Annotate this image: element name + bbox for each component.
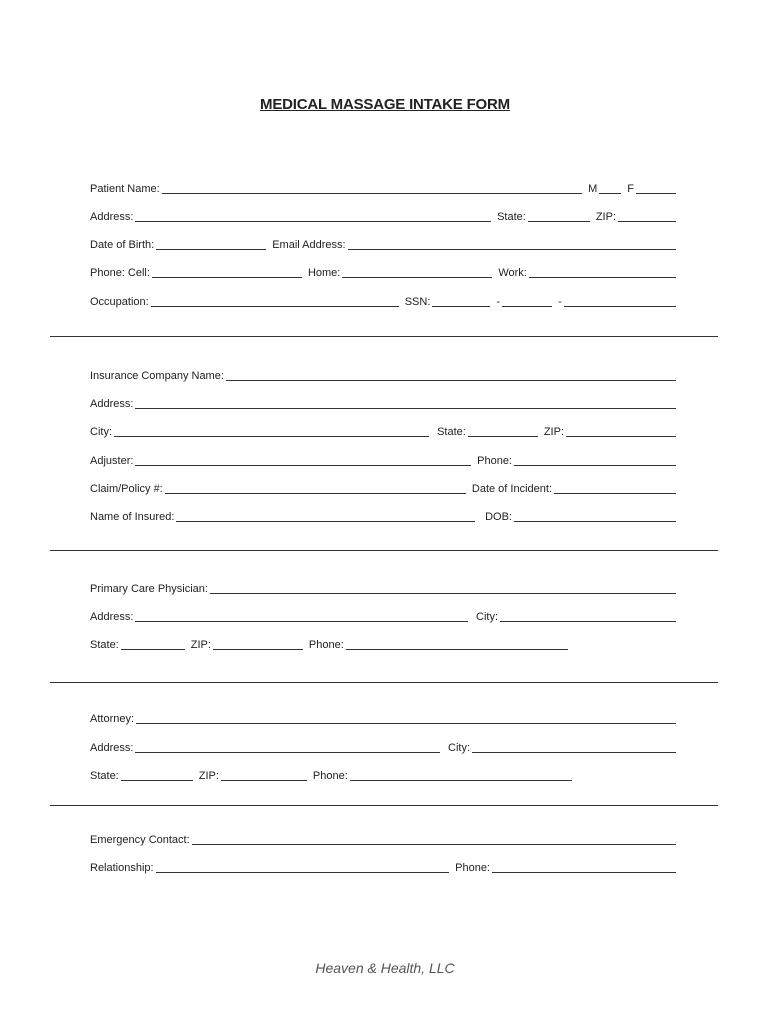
physician-address-row — [90, 608, 676, 624]
physician-zip-field[interactable] — [213, 637, 303, 650]
physician-state-field[interactable] — [121, 637, 185, 650]
attorney-address-label: Address: — [90, 742, 134, 754]
physician-name-field[interactable] — [210, 581, 676, 594]
patient-home-field[interactable] — [342, 265, 492, 278]
patient-name-row — [90, 180, 676, 196]
insurance-dob-label: DOB: — [485, 511, 512, 523]
physician-phone-field[interactable] — [346, 637, 568, 650]
insurance-phone-label: Phone: — [477, 455, 512, 467]
patient-name-field[interactable] — [162, 181, 582, 194]
ssn-dash-1: - — [496, 296, 501, 308]
emergency-relationship-field[interactable] — [156, 860, 450, 873]
physician-zip-label: ZIP: — [190, 639, 211, 651]
insurance-zip-field[interactable] — [566, 424, 676, 437]
attorney-state-field[interactable] — [121, 768, 193, 781]
patient-occupation-row — [90, 293, 676, 309]
patient-address-row — [90, 208, 676, 224]
insurance-adjuster-label: Adjuster: — [90, 455, 134, 467]
patient-occupation-label: Occupation: — [90, 296, 149, 308]
female-field[interactable] — [636, 181, 676, 194]
patient-phone-row — [90, 264, 676, 280]
patient-state-field[interactable] — [528, 209, 590, 222]
patient-ssn-label: SSN: — [404, 296, 431, 308]
ssn-part1-field[interactable] — [432, 294, 490, 307]
patient-state-label: State: — [497, 211, 526, 223]
emergency-contact-label: Emergency Contact: — [90, 834, 190, 846]
insurance-address-label: Address: — [90, 398, 134, 410]
patient-home-label: Home: — [307, 267, 341, 279]
insurance-claim-label: Claim/Policy #: — [90, 483, 163, 495]
insurance-state-label: State: — [437, 426, 466, 438]
insurance-address-row — [90, 395, 676, 411]
emergency-phone-label: Phone: — [455, 862, 490, 874]
patient-cell-field[interactable] — [152, 265, 302, 278]
patient-work-field[interactable] — [529, 265, 676, 278]
attorney-address-row — [90, 739, 676, 755]
form-title: MEDICAL MASSAGE INTAKE FORM — [260, 96, 510, 113]
insurance-zip-label: ZIP: — [543, 426, 564, 438]
insurance-incident-label: Date of Incident: — [471, 483, 552, 495]
insurance-company-row — [90, 367, 676, 383]
insurance-company-label: Insurance Company Name: — [90, 370, 224, 382]
insurance-adjuster-row — [90, 452, 676, 468]
emergency-contact-field[interactable] — [192, 832, 676, 845]
male-label: M — [588, 183, 598, 195]
attorney-name-label: Attorney: — [90, 713, 135, 725]
insurance-address-field[interactable] — [135, 396, 676, 409]
attorney-zip-label: ZIP: — [198, 770, 219, 782]
ssn-part2-field[interactable] — [502, 294, 552, 307]
patient-zip-label: ZIP: — [595, 211, 616, 223]
insurance-state-field[interactable] — [468, 424, 538, 437]
section-divider — [50, 805, 718, 806]
patient-email-field[interactable] — [348, 237, 676, 250]
insurance-dob-field[interactable] — [514, 509, 676, 522]
physician-address-field[interactable] — [135, 609, 468, 622]
attorney-city-label: City: — [448, 742, 470, 754]
ssn-part3-field[interactable] — [564, 294, 676, 307]
emergency-relationship-label: Relationship: — [90, 862, 154, 874]
attorney-state-row — [90, 767, 676, 783]
physician-address-label: Address: — [90, 611, 134, 623]
physician-phone-label: Phone: — [308, 639, 344, 651]
ssn-dash-2: - — [558, 296, 562, 308]
male-field[interactable] — [599, 181, 621, 194]
physician-city-label: City: — [476, 611, 498, 623]
female-label: F — [627, 183, 634, 195]
insurance-claim-row — [90, 480, 676, 496]
emergency-phone-field[interactable] — [492, 860, 676, 873]
insurance-city-label: City: — [90, 426, 112, 438]
attorney-phone-label: Phone: — [312, 770, 348, 782]
insurance-claim-field[interactable] — [165, 481, 466, 494]
physician-state-label: State: — [90, 639, 119, 651]
insurance-incident-field[interactable] — [554, 481, 676, 494]
physician-state-row — [90, 636, 676, 652]
physician-name-label: Primary Care Physician: — [90, 583, 208, 595]
insurance-insured-label: Name of Insured: — [90, 511, 175, 523]
patient-cell-label: Phone: Cell: — [90, 267, 150, 279]
attorney-phone-field[interactable] — [350, 768, 572, 781]
insurance-adjuster-field[interactable] — [135, 453, 471, 466]
patient-email-label: Email Address: — [272, 239, 346, 251]
emergency-contact-row — [90, 831, 676, 847]
section-divider — [50, 682, 718, 683]
company-footer: Heaven & Health, LLC — [315, 960, 455, 976]
patient-address-label: Address: — [90, 211, 134, 223]
insurance-phone-field[interactable] — [514, 453, 676, 466]
patient-work-label: Work: — [498, 267, 527, 279]
patient-zip-field[interactable] — [618, 209, 676, 222]
attorney-zip-field[interactable] — [221, 768, 307, 781]
patient-dob-row — [90, 236, 676, 252]
section-divider — [50, 336, 718, 337]
insurance-insured-row — [90, 508, 676, 524]
physician-city-field[interactable] — [500, 609, 676, 622]
insurance-company-field[interactable] — [226, 368, 676, 381]
insurance-insured-field[interactable] — [176, 509, 475, 522]
patient-dob-field[interactable] — [156, 237, 266, 250]
section-divider — [50, 550, 718, 551]
patient-name-label: Patient Name: — [90, 183, 160, 195]
attorney-name-row — [90, 710, 676, 726]
insurance-city-field[interactable] — [114, 424, 429, 437]
attorney-city-field[interactable] — [472, 740, 676, 753]
attorney-name-field[interactable] — [136, 711, 676, 724]
insurance-city-row — [90, 423, 676, 439]
attorney-address-field[interactable] — [135, 740, 440, 753]
physician-name-row — [90, 580, 676, 596]
emergency-relationship-row — [90, 859, 676, 875]
attorney-state-label: State: — [90, 770, 119, 782]
patient-dob-label: Date of Birth: — [90, 239, 155, 251]
patient-occupation-field[interactable] — [151, 294, 399, 307]
patient-address-field[interactable] — [135, 209, 491, 222]
